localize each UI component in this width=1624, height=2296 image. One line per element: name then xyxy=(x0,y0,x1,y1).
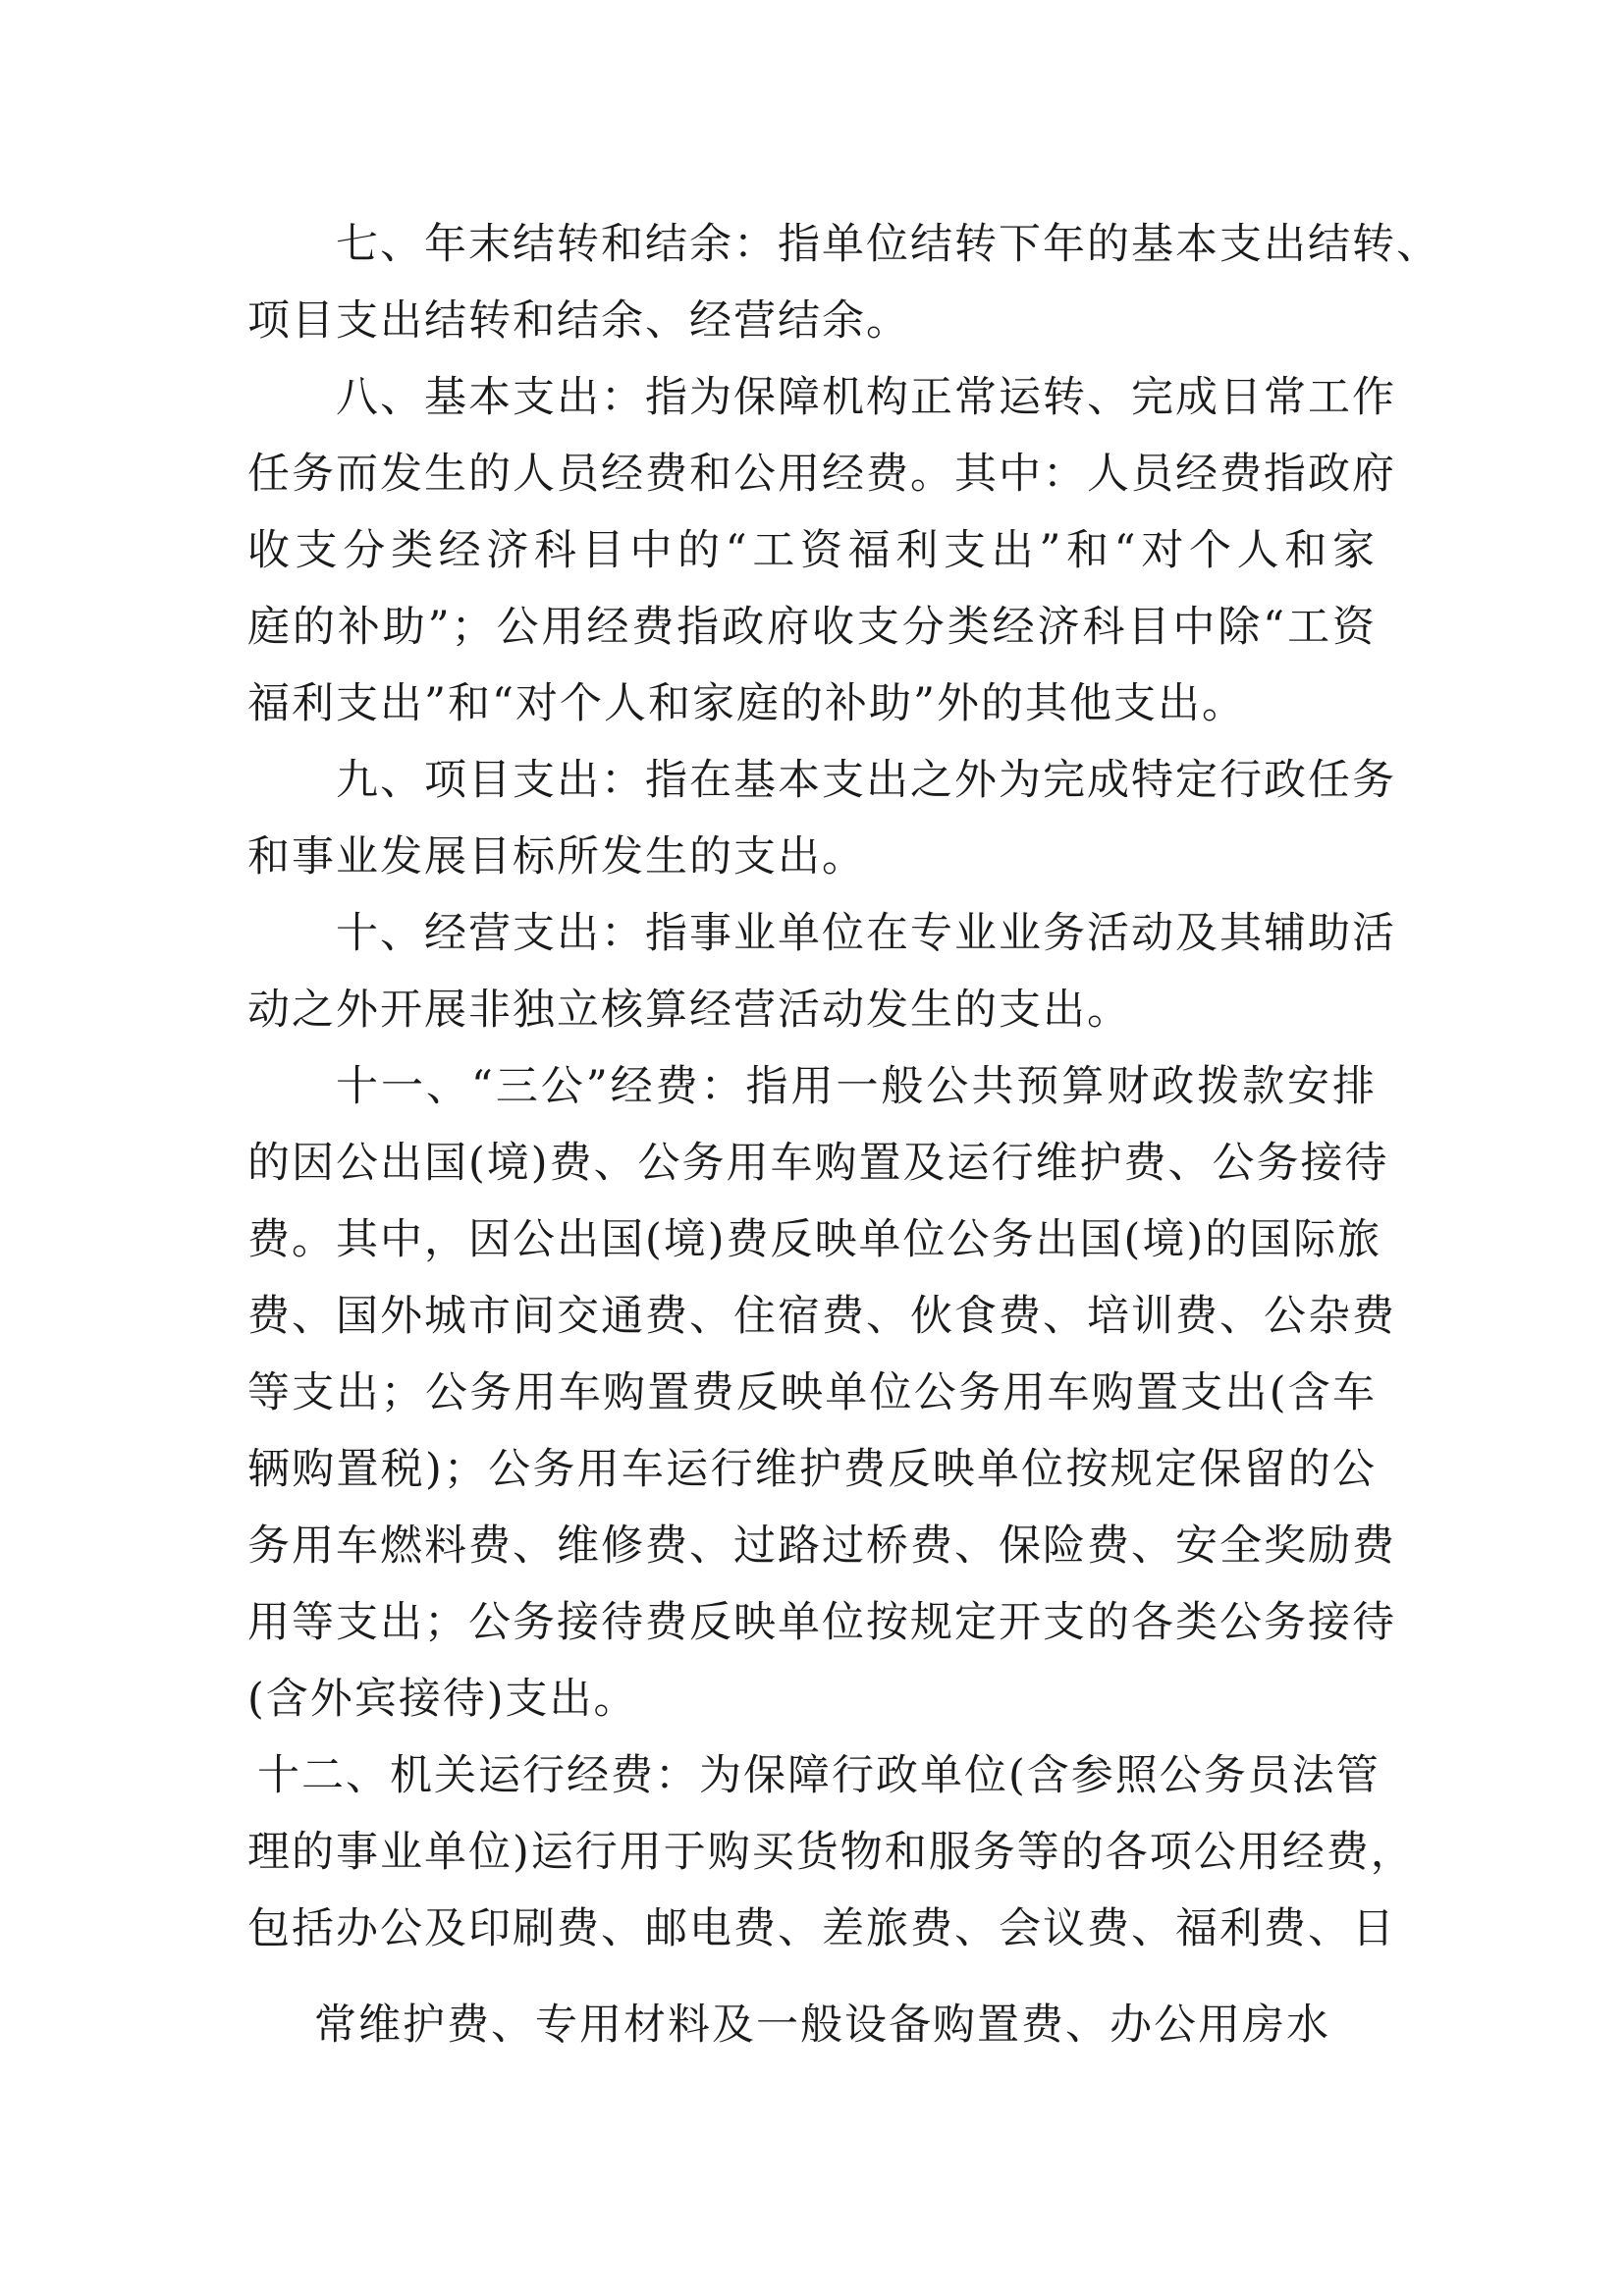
paragraph-12-line-4: 常维护费、专用材料及一般设备购置费、办公用房水 xyxy=(314,2001,1330,2050)
paragraph-8-line-3: 收支分类经济科目中的“工资福利支出”和“对个人和家 xyxy=(247,526,1377,575)
paragraph-10-line-2: 动之外开展非独立核算经营活动发生的支出。 xyxy=(247,986,1131,1035)
paragraph-9-line-1: 九、项目支出：指在基本支出之外为完成特定行政任务 xyxy=(336,756,1396,805)
paragraph-12-line-2: 理的事业单位)运行用于购买货物和服务等的各项公用经费， xyxy=(247,1828,1415,1877)
paragraph-8-line-2: 任务而发生的人员经费和公用经费。其中：人员经费指政府 xyxy=(247,450,1396,499)
paragraph-11-line-1: 十一、“三公”经费：指用一般公共预算财政拨款安排 xyxy=(336,1062,1377,1111)
paragraph-8-line-1: 八、基本支出：指为保障机构正常运转、完成日常工作 xyxy=(336,373,1396,422)
paragraph-8-line-4: 庭的补助”；公用经费指政府收支分类经济科目中除“工资 xyxy=(247,603,1377,652)
paragraph-9-line-2: 和事业发展目标所发生的支出。 xyxy=(247,832,866,881)
paragraph-7-line-1: 七、年末结转和结余：指单位结转下年的基本支出结转、 xyxy=(336,220,1440,269)
paragraph-11-line-9: (含外宾接待)支出。 xyxy=(247,1675,638,1724)
paragraph-12-line-1: 十二、机关运行经费：为保障行政单位(含参照公务员法管 xyxy=(257,1751,1380,1800)
paragraph-11-line-7: 务用车燃料费、维修费、过路过桥费、保险费、安全奖励费 xyxy=(247,1522,1396,1571)
paragraph-11-line-6: 辆购置税)；公务用车运行维护费反映单位按规定保留的公 xyxy=(247,1445,1377,1494)
paragraph-11-line-4: 费、国外城市间交通费、住宿费、伙食费、培训费、公杂费 xyxy=(247,1292,1396,1341)
paragraph-11-line-3: 费。其中，因公出国(境)费反映单位公务出国(境)的国际旅 xyxy=(247,1215,1382,1264)
paragraph-8-line-5: 福利支出”和“对个人和家庭的补助”外的其他支出。 xyxy=(247,679,1246,728)
paragraph-11-line-5: 等支出；公务用车购置费反映单位公务用车购置支出(含车 xyxy=(247,1368,1377,1417)
paragraph-11-line-8: 用等支出；公务接待费反映单位按规定开支的各类公务接待 xyxy=(247,1598,1396,1647)
paragraph-11-line-2: 的因公出国(境)费、公务用车购置及运行维护费、公务接待 xyxy=(247,1139,1389,1188)
paragraph-7-line-2: 项目支出结转和结余、经营结余。 xyxy=(247,296,910,346)
paragraph-12-line-3: 包括办公及印刷费、邮电费、差旅费、会议费、福利费、日 xyxy=(247,1904,1396,1953)
paragraph-10-line-1: 十、经营支出：指事业单位在专业业务活动及其辅助活 xyxy=(336,909,1396,958)
